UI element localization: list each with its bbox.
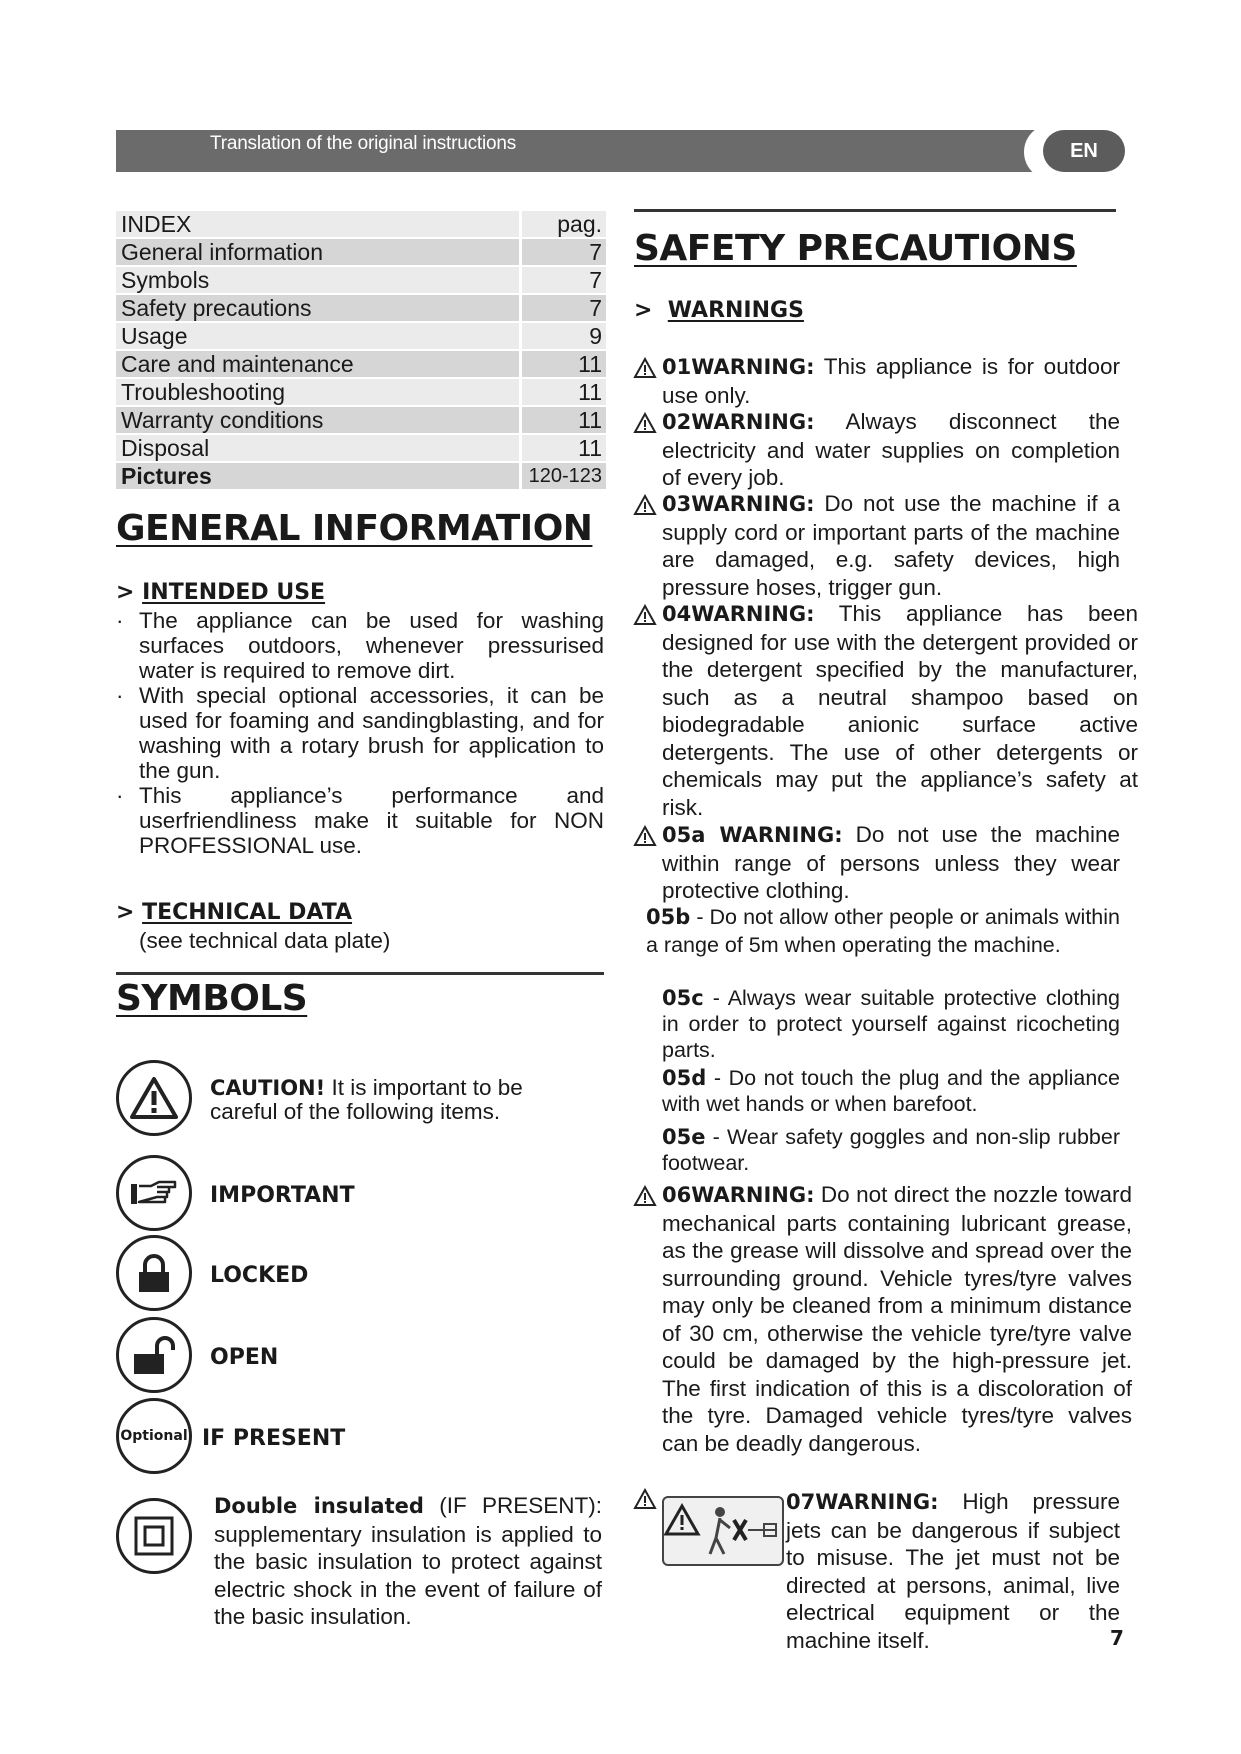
index-row	[116, 350, 606, 378]
symbols-title: SYMBOLS	[116, 978, 308, 1019]
warning-02	[662, 408, 1120, 492]
caution-text: It is important to be careful of the following items.	[210, 1075, 523, 1124]
index-row	[116, 406, 606, 434]
double-insulated-label: Double insulated	[214, 1494, 424, 1518]
warning-id: 05e	[662, 1125, 706, 1149]
symbols-rule	[116, 972, 604, 975]
warning-id: 06WARNING:	[662, 1183, 815, 1207]
index-row-label: Pictures	[116, 463, 519, 489]
warning-05c	[662, 985, 1120, 1063]
index-header-row	[116, 210, 606, 238]
lock-icon	[134, 1252, 174, 1294]
if-present-label: IF PRESENT	[202, 1426, 346, 1451]
index-row	[116, 266, 606, 294]
index-row-label: Troubleshooting	[116, 379, 519, 405]
warning-03	[662, 490, 1120, 601]
important-symbol	[116, 1155, 192, 1231]
index-row-page: 9	[522, 323, 606, 349]
list-item: · This appliance’s performance and userfriendliness make it suitable for NON PROFESSIONAL use.	[116, 783, 604, 858]
index-row	[116, 294, 606, 322]
index-row-page: 7	[522, 295, 606, 321]
warning-05b	[646, 904, 1120, 959]
warning-id: 03WARNING:	[662, 492, 815, 516]
language-badge: EN	[1043, 130, 1125, 172]
caution-description	[210, 1076, 570, 1124]
warning-text: Always disconnect the electricity and water supplies on completion of every job.	[662, 409, 1120, 490]
index-row-page: 11	[522, 435, 606, 461]
double-insulated-text: (IF PRESENT): supplementary insulation is applied to the basic insulation to protect against electric shock in the event of failure of the basic insulation.	[214, 1493, 602, 1629]
index-row-label: Disposal	[116, 435, 519, 461]
warning-icon	[633, 1488, 657, 1510]
locked-symbol	[116, 1235, 192, 1311]
index-row-label: General information	[116, 239, 519, 265]
warning-text: - Wear safety goggles and non-slip rubber footwear.	[662, 1125, 1120, 1175]
list-item: · With special optional accessories, it can be used for foaming and sandingblasting, and for washing with a rotary brush for application to the gun.	[116, 683, 604, 783]
index-row-page: 120-123	[522, 463, 606, 489]
index-row-page: 7	[522, 239, 606, 265]
locked-label: LOCKED	[210, 1263, 309, 1288]
open-label: OPEN	[210, 1345, 279, 1370]
page-number: 7	[1110, 1626, 1124, 1650]
jet-hazard-pictogram	[662, 1496, 784, 1566]
warning-text: This appliance is for outdoor use only.	[662, 354, 1120, 408]
warning-06	[662, 1181, 1132, 1457]
intended-use-label: INTENDED USE	[142, 580, 326, 605]
double-insulated-icon	[133, 1515, 175, 1557]
double-insulated-symbol	[116, 1498, 192, 1574]
warning-icon	[633, 825, 657, 847]
index-row-page: 11	[522, 407, 606, 433]
index-row-label: Usage	[116, 323, 519, 349]
pointing-hand-icon	[129, 1178, 179, 1208]
intended-use-list	[116, 608, 604, 858]
caution-label: CAUTION!	[210, 1076, 326, 1100]
warning-text: High pressure jets can be dangerous if subject to misuse. The jet must not be directed at persons, animal, live electrical equipment or the machine itself.	[786, 1489, 1120, 1653]
warning-text: This appliance has been designed for use with the detergent provided or the detergent specified by the manufacturer, such as a neutral shampoo based on biodegradable anionic surface active detergents. The use of other detergents or chemicals may put the appliance’s safety at risk.	[662, 601, 1138, 820]
warning-text: Do not direct the nozzle toward mechanical parts containing lubricant grease, as the grease will dissolve and spread over the surrounding ground. Vehicle tyres/tyre valves may only be cleaned from a minimum distance of 30 cm, otherwise the vehicle tyre/tyre valve could be damaged by the high-pressure jet. The first indication of this is a discoloration of the tyre. Damaged vehicle tyres/tyre valves can be deadly dangerous.	[662, 1182, 1132, 1456]
open-symbol	[116, 1317, 192, 1393]
safety-title: SAFETY PRECAUTIONS	[634, 228, 1077, 269]
warning-id: 04WARNING:	[662, 602, 815, 626]
index-table	[116, 210, 606, 490]
index-row-label: Warranty conditions	[116, 407, 519, 433]
warning-id: 05d	[662, 1066, 707, 1090]
warning-07	[786, 1488, 1120, 1654]
warning-icon	[633, 412, 657, 434]
important-label: IMPORTANT	[210, 1183, 355, 1208]
index-page-heading: pag.	[522, 211, 606, 237]
index-row-label: Care and maintenance	[116, 351, 519, 377]
warnings-heading: > WARNINGS	[634, 298, 804, 323]
index-row-page: 11	[522, 379, 606, 405]
technical-data-note: (see technical data plate)	[139, 928, 391, 953]
index-row-label: Safety precautions	[116, 295, 519, 321]
index-row	[116, 462, 606, 490]
index-row	[116, 434, 606, 462]
list-item: · The appliance can be used for washing surfaces outdoors, whenever pressurised water is required to remove dirt.	[116, 608, 604, 683]
index-row	[116, 238, 606, 266]
index-row-label: Symbols	[116, 267, 519, 293]
warning-text: - Do not touch the plug and the appliance with wet hands or when barefoot.	[662, 1066, 1120, 1116]
caution-icon	[129, 1076, 179, 1120]
warnings-label: WARNINGS	[667, 298, 804, 323]
warning-id: 07WARNING:	[786, 1490, 939, 1514]
jet-hazard-icon	[664, 1498, 782, 1564]
optional-badge-text: Optional	[120, 1428, 188, 1444]
warning-text: - Do not allow other people or animals within a range of 5m when operating the machine.	[646, 905, 1120, 957]
index-heading: INDEX	[116, 211, 519, 237]
index-row	[116, 322, 606, 350]
warning-text: Do not use the machine if a supply cord or important parts of the machine are damaged, e.g. safety devices, high pressure hoses, trigger gun.	[662, 491, 1120, 600]
unlock-icon	[131, 1334, 177, 1376]
warning-05e	[662, 1124, 1120, 1176]
warning-icon	[633, 1185, 657, 1207]
header-title: Translation of the original instructions	[210, 133, 517, 154]
technical-data-heading: > TECHNICAL DATA	[116, 900, 353, 925]
double-insulated-description	[214, 1492, 602, 1631]
technical-data-label: TECHNICAL DATA	[142, 900, 353, 925]
warning-icon	[633, 494, 657, 516]
caution-symbol	[116, 1060, 192, 1136]
index-row-page: 11	[522, 351, 606, 377]
warning-id: 05c	[662, 986, 704, 1010]
safety-rule	[634, 209, 1116, 212]
optional-symbol	[116, 1398, 192, 1474]
warning-01	[662, 353, 1120, 409]
warning-04	[662, 600, 1138, 821]
general-info-title: GENERAL INFORMATION	[116, 508, 593, 549]
index-row-page: 7	[522, 267, 606, 293]
index-row	[116, 378, 606, 406]
warning-text: Do not use the machine within range of persons unless they wear protective clothing.	[662, 822, 1120, 903]
warning-05d	[662, 1065, 1120, 1117]
warning-id: 05b	[646, 905, 691, 929]
warning-id: 05a WARNING:	[662, 823, 843, 847]
warning-id: 02WARNING:	[662, 410, 815, 434]
warning-05a	[662, 821, 1120, 905]
warning-icon	[633, 604, 657, 626]
warning-icon	[633, 357, 657, 379]
warning-id: 01WARNING:	[662, 355, 815, 379]
warning-text: - Always wear suitable protective clothing in order to protect yourself against ricocheting parts.	[662, 986, 1120, 1062]
intended-use-heading: > INTENDED USE	[116, 580, 326, 605]
